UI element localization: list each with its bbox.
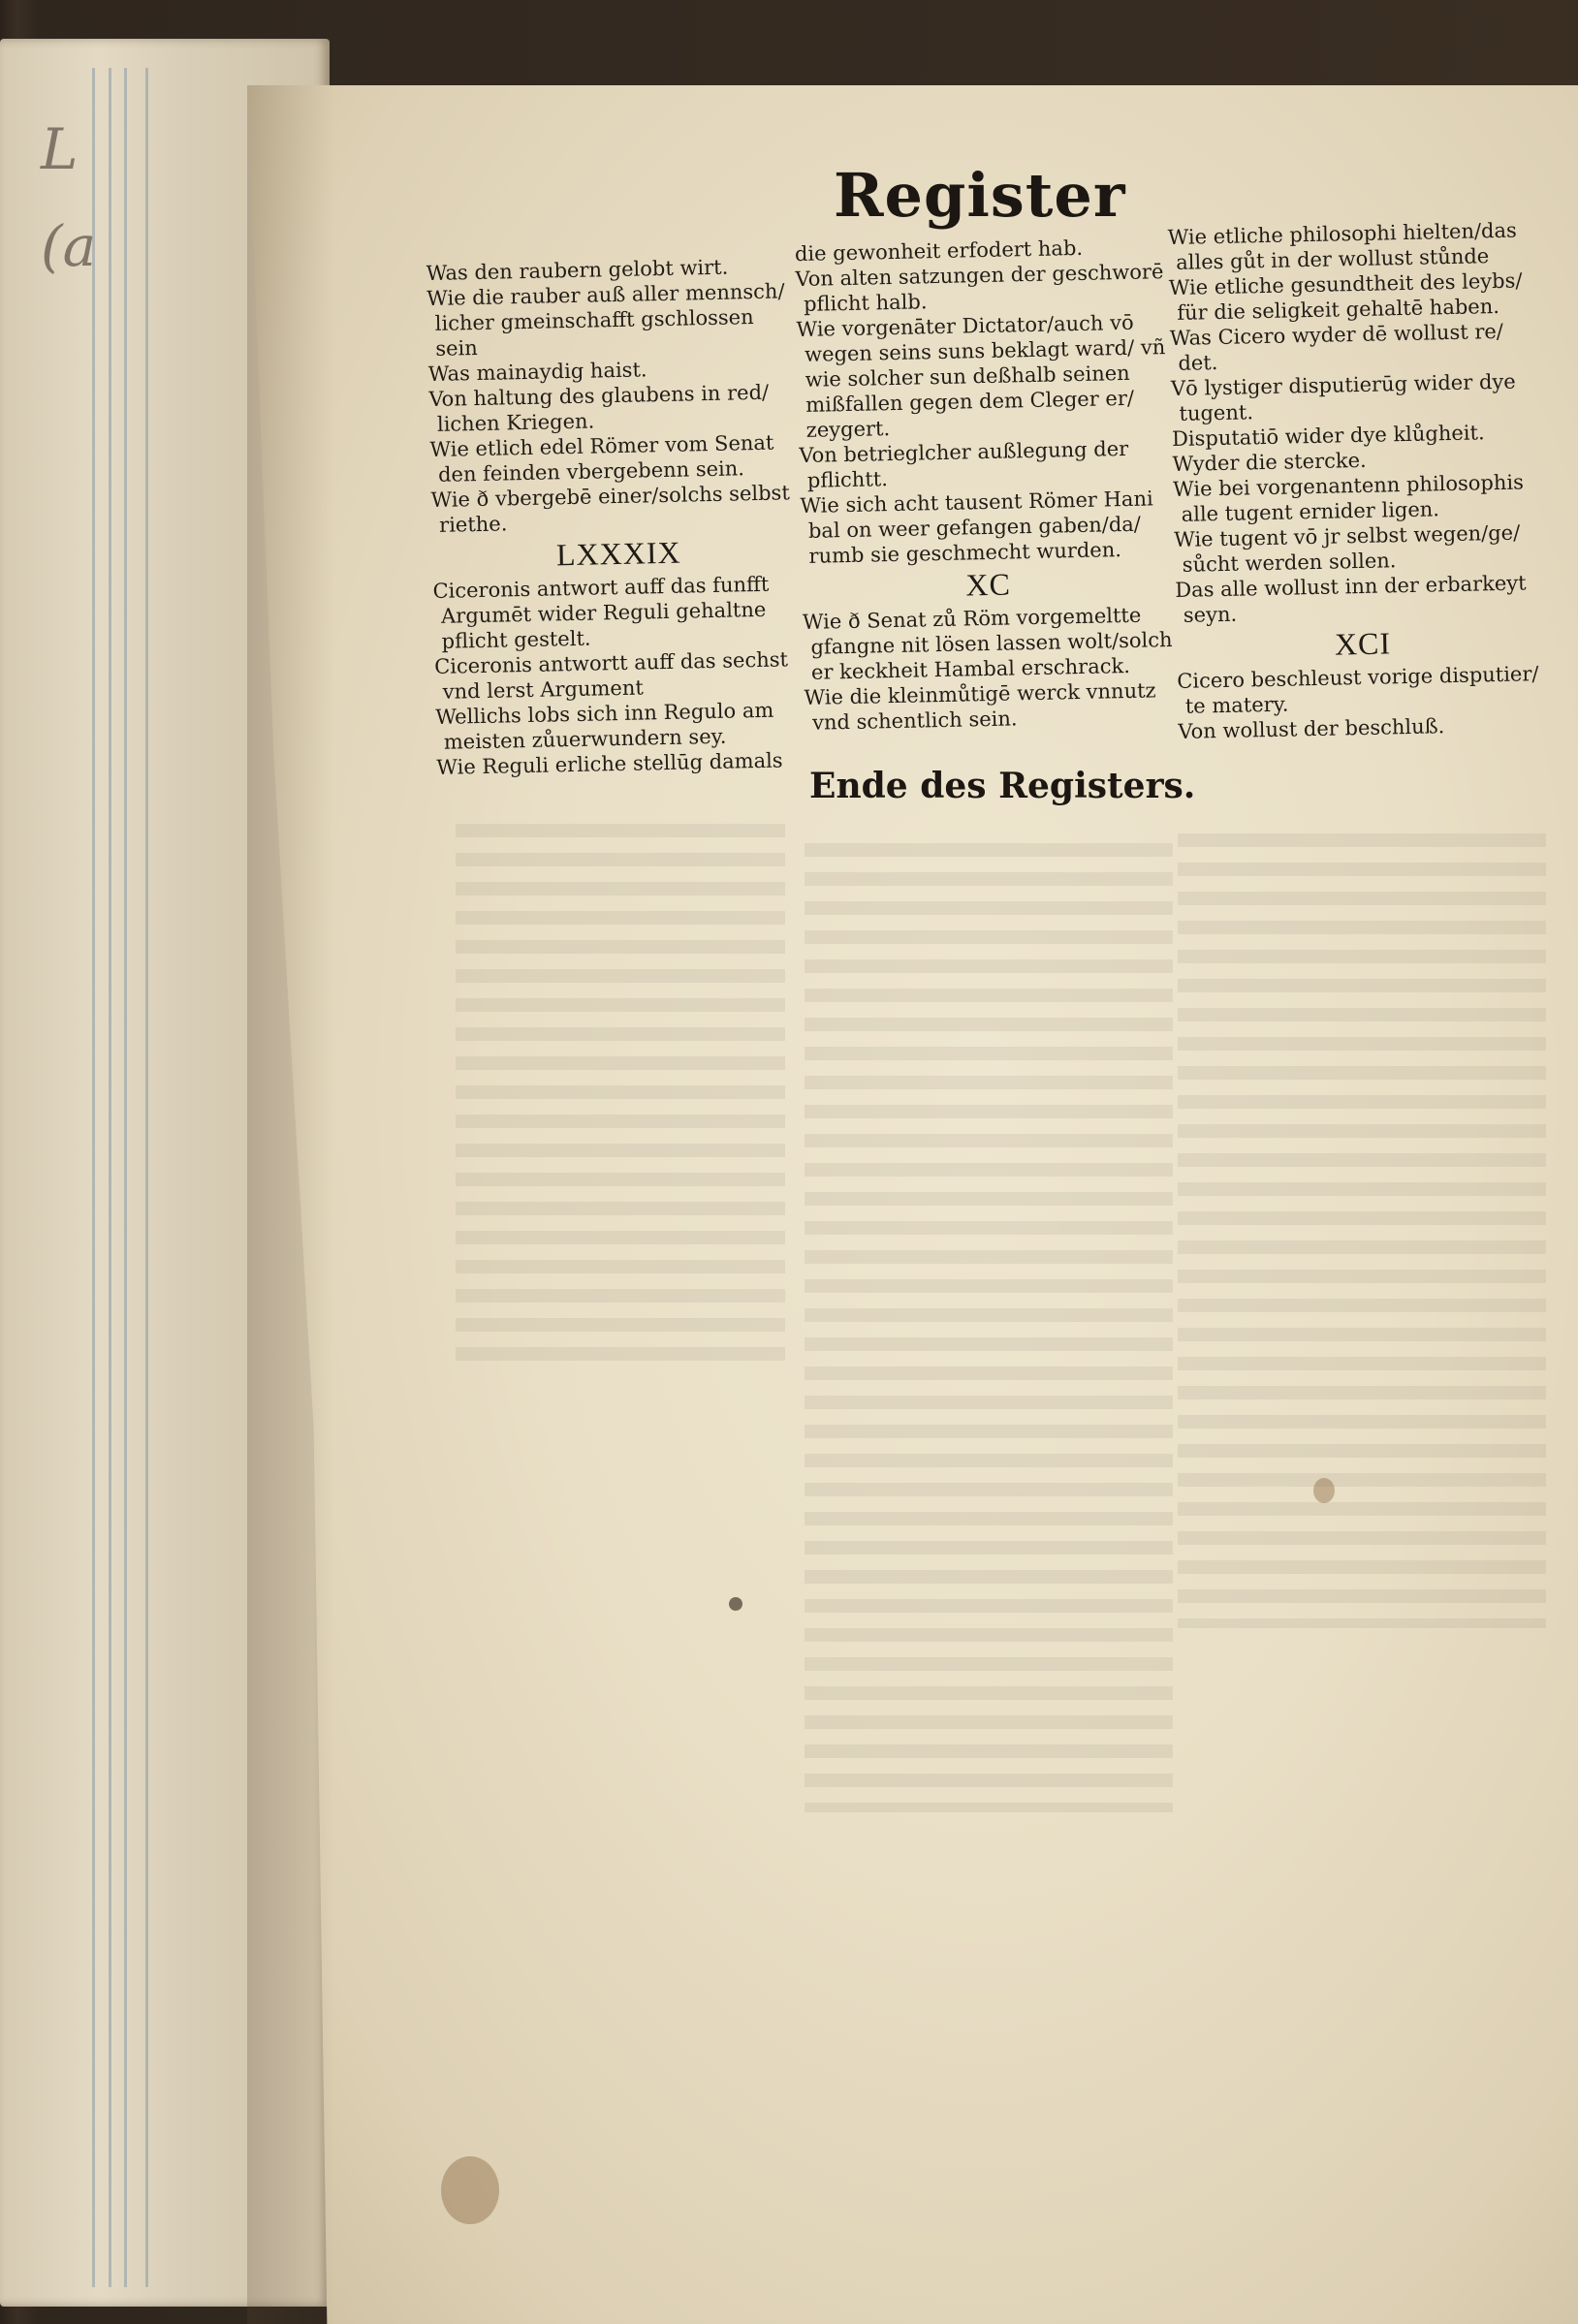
section-numeral: LXXXIX <box>555 534 681 573</box>
section-numeral: XCI <box>1334 625 1392 662</box>
register-entry: Ciceronis antwortt auff das sechst vnd lerst Argument <box>433 647 789 704</box>
register-entry: Wyder die stercke. <box>1172 448 1367 477</box>
register-entry: Cicero beschleust vorige disputier/ te matery. <box>1177 662 1539 718</box>
paper-stain <box>441 2156 499 2224</box>
register-entry: Wie tugent vō jr selbst wegen/ge/ sůcht werden sollen. <box>1173 520 1521 577</box>
register-entry: Von haltung des glaubens in red/ lichen Kriegen. <box>428 380 770 436</box>
register-entry: Wie sich acht tausent Römer Hani bal on weer gefangen gaben/da/ rumb sie geschmecht wurden. <box>800 487 1153 568</box>
register-entry: Wie die rauber auß aller mennsch/ licher gmeinschafft gschlossen sein <box>426 279 785 361</box>
register-entry: Wellichs lobs sich inn Regulo am meisten zůuerwundern sey. <box>435 698 774 754</box>
page-edge-line <box>124 68 127 2287</box>
register-entry: Was den raubern gelobt wirt. <box>426 255 729 286</box>
page-edge-line <box>145 68 148 2287</box>
paper-stain <box>1313 1478 1335 1503</box>
bleed-through-block <box>805 843 1173 1812</box>
register-entry: Wie ð Senat zů Röm vorgemeltte gfangne nit lösen lassen wolt/solch er keckheit Hambal erschrack. <box>802 603 1173 684</box>
bleed-through-block <box>1178 833 1546 1628</box>
register-entry: Ciceronis antwort auff das funfft Argumēt wider Reguli gehaltne pflicht gestelt. <box>432 572 770 653</box>
page-edge-line <box>92 68 95 2287</box>
paper-stain <box>729 1597 742 1611</box>
register-entry: die gewonheit erfodert hab. <box>794 236 1084 267</box>
register-entry: Von wollust der beschluß. <box>1178 714 1445 743</box>
register-entry: Wie bei vorgenantenn philosophis alle tugent ernider ligen. <box>1172 470 1525 526</box>
register-entry: Disputatiō wider dye klůgheit. <box>1171 421 1485 452</box>
register-column-1 <box>426 253 809 780</box>
register-entry: Wie etliche gesundtheit des leybs/ für die seligkeit gehaltē haben. <box>1168 268 1523 325</box>
register-entry: Von alten satzungen der geschworē pflicht halb. <box>795 260 1164 316</box>
register-entry: Wie ð vbergebē einer/solchs selbst riethe. <box>430 481 790 537</box>
register-entry: Das alle wollust inn der erbarkeyt seyn. <box>1175 571 1527 627</box>
register-entry: Was mainaydig haist. <box>427 358 647 387</box>
register-entry: Wie vorgenāter Dictator/auch vō wegen seins suns beklagt ward/ vñ wie solcher sun deßhalb seinen mißfallen gegen dem Cleger er/ zeygert. <box>796 310 1166 442</box>
register-entry: Wie Reguli erliche stellūg damals <box>436 748 783 779</box>
closing-line: Ende des Registers. <box>809 766 1196 806</box>
register-entry: Wie etlich edel Römer vom Senat den feinden vbergebenn sein. <box>429 430 774 487</box>
register-entry: Wie die kleinmůtigē werck vnnutz vnd schentlich sein. <box>804 678 1156 735</box>
register-entry: Was Cicero wyder dē wollust re/ det. <box>1169 319 1504 375</box>
page-edge-line <box>109 68 111 2287</box>
register-entry: Von betrieglcher außlegung der pflichtt. <box>799 436 1129 492</box>
marginalia-1: L <box>41 116 79 182</box>
marginalia-2: (a <box>41 213 97 279</box>
section-numeral: XC <box>965 566 1012 603</box>
register-entry: Wie etliche philosophi hielten/das alles gůt in der wollust stůnde <box>1167 218 1518 274</box>
register-entry: Vō lystiger disputierūg wider dye tugent. <box>1170 369 1516 425</box>
register-column-2 <box>795 234 1179 736</box>
bleed-through-block <box>456 824 785 1366</box>
register-column-3 <box>1167 217 1551 744</box>
page-title: Register <box>834 160 1126 231</box>
